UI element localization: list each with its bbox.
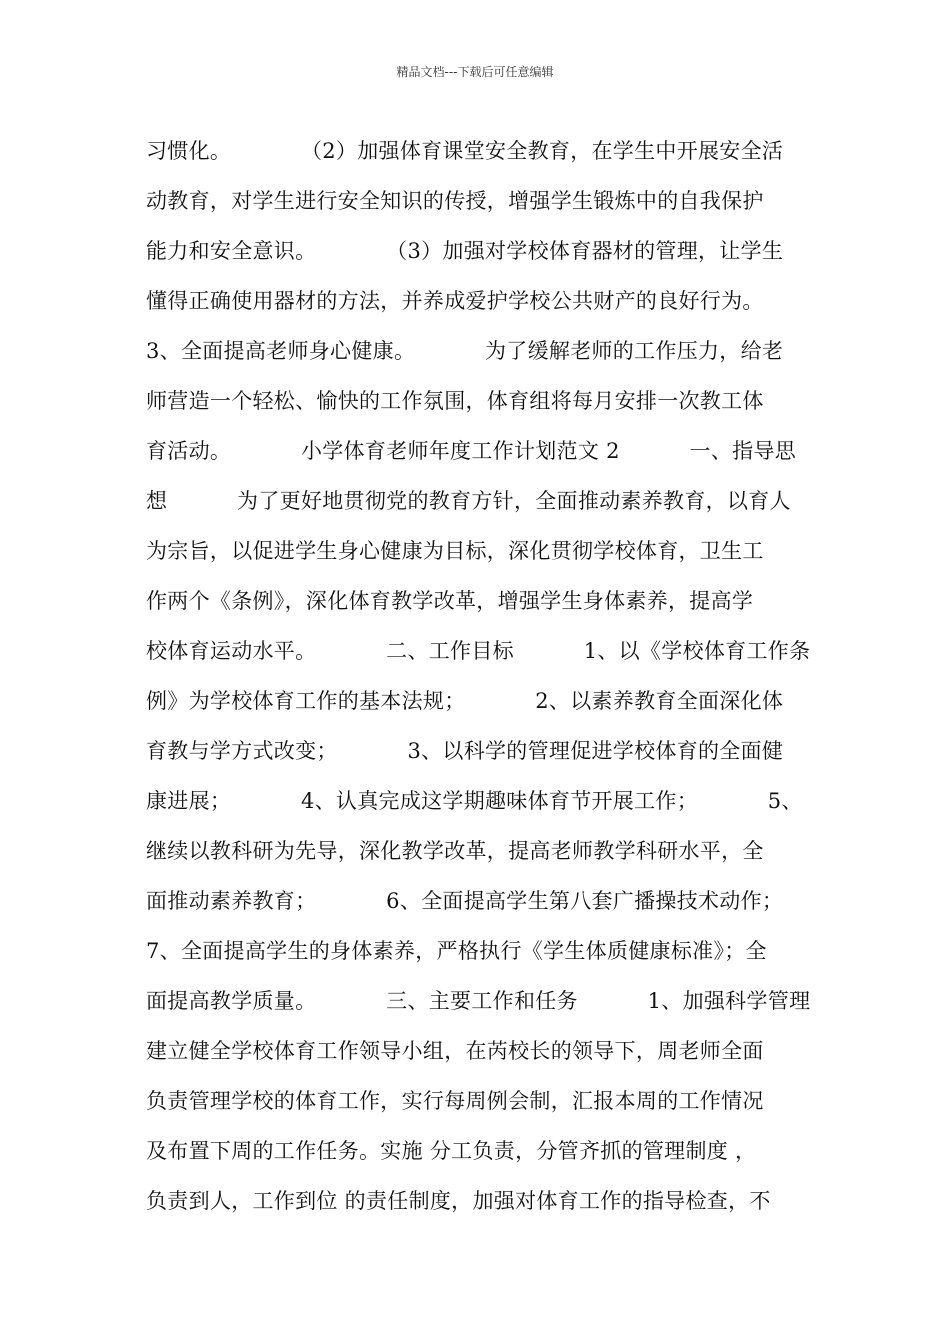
text-line: 懂得正确使用器材的方法，并养成爱护学校公共财产的良好行为。	[146, 289, 764, 313]
text-line: 负责管理学校的体育工作，实行每周例会制，汇报本周的工作情况	[146, 1089, 764, 1113]
text-line: 作两个《条例》，深化体育教学改革，增强学生身体素养，提高学	[146, 589, 754, 613]
text-line: 师营造一个轻松、愉快的工作氛围，体育组将每月安排一次教工体	[146, 389, 764, 413]
text-line: 康进展； 4、认真完成这学期趣味体育节开展工作； 5、	[146, 789, 803, 813]
text-line: 为宗旨，以促进学生身心健康为目标，深化贯彻学校体育，卫生工	[146, 539, 764, 563]
text-line: 面提高教学质量。 三、主要工作和任务 1、加强科学管理	[146, 989, 811, 1013]
text-line: 3、全面提高老师身心健康。 为了缓解老师的工作压力，给老	[146, 339, 784, 363]
page-header: 精品文档---下载后可任意编辑	[396, 65, 554, 79]
text-line: 想 为了更好地贯彻党的教育方针，全面推动素养教育，以育人	[146, 489, 791, 513]
text-line: 能力和安全意识。 （3）加强对学校体育器材的管理，让学生	[146, 239, 784, 263]
text-line: 育活动。 小学体育老师年度工作计划范文 2 一、指导思	[146, 439, 797, 463]
text-line: 育教与学方式改变； 3、以科学的管理促进学校体育的全面健	[146, 739, 784, 763]
text-line: 校体育运动水平。 二、工作目标 1、以《学校体育工作条	[146, 639, 811, 663]
text-line: 负责到人，工作到位 的责任制度，加强对体育工作的指导检查，不	[146, 1189, 771, 1213]
text-line: 及布置下周的工作任务。实施 分工负责，分管齐抓的管理制度 ，	[146, 1139, 757, 1163]
document-body	[146, 131, 810, 1231]
text-line: 建立健全学校体育工作领导小组，在芮校长的领导下，周老师全面	[146, 1039, 764, 1063]
text-line: 动教育，对学生进行安全知识的传授，增强学生锻炼中的自我保护	[146, 189, 764, 213]
text-line: 继续以教科研为先导，深化教学改革，提高老师教学科研水平，全	[146, 839, 764, 863]
text-line: 例》为学校体育工作的基本法规； 2、以素养教育全面深化体	[146, 689, 784, 713]
text-line: 面推动素养教育； 6、全面提高学生第八套广播操技术动作；	[146, 889, 784, 913]
text-line: 习惯化。 （2）加强体育课堂安全教育，在学生中开展安全活	[146, 139, 784, 163]
text-line: 7、全面提高学生的身体素养，严格执行《学生体质健康标准》；全	[146, 939, 767, 963]
